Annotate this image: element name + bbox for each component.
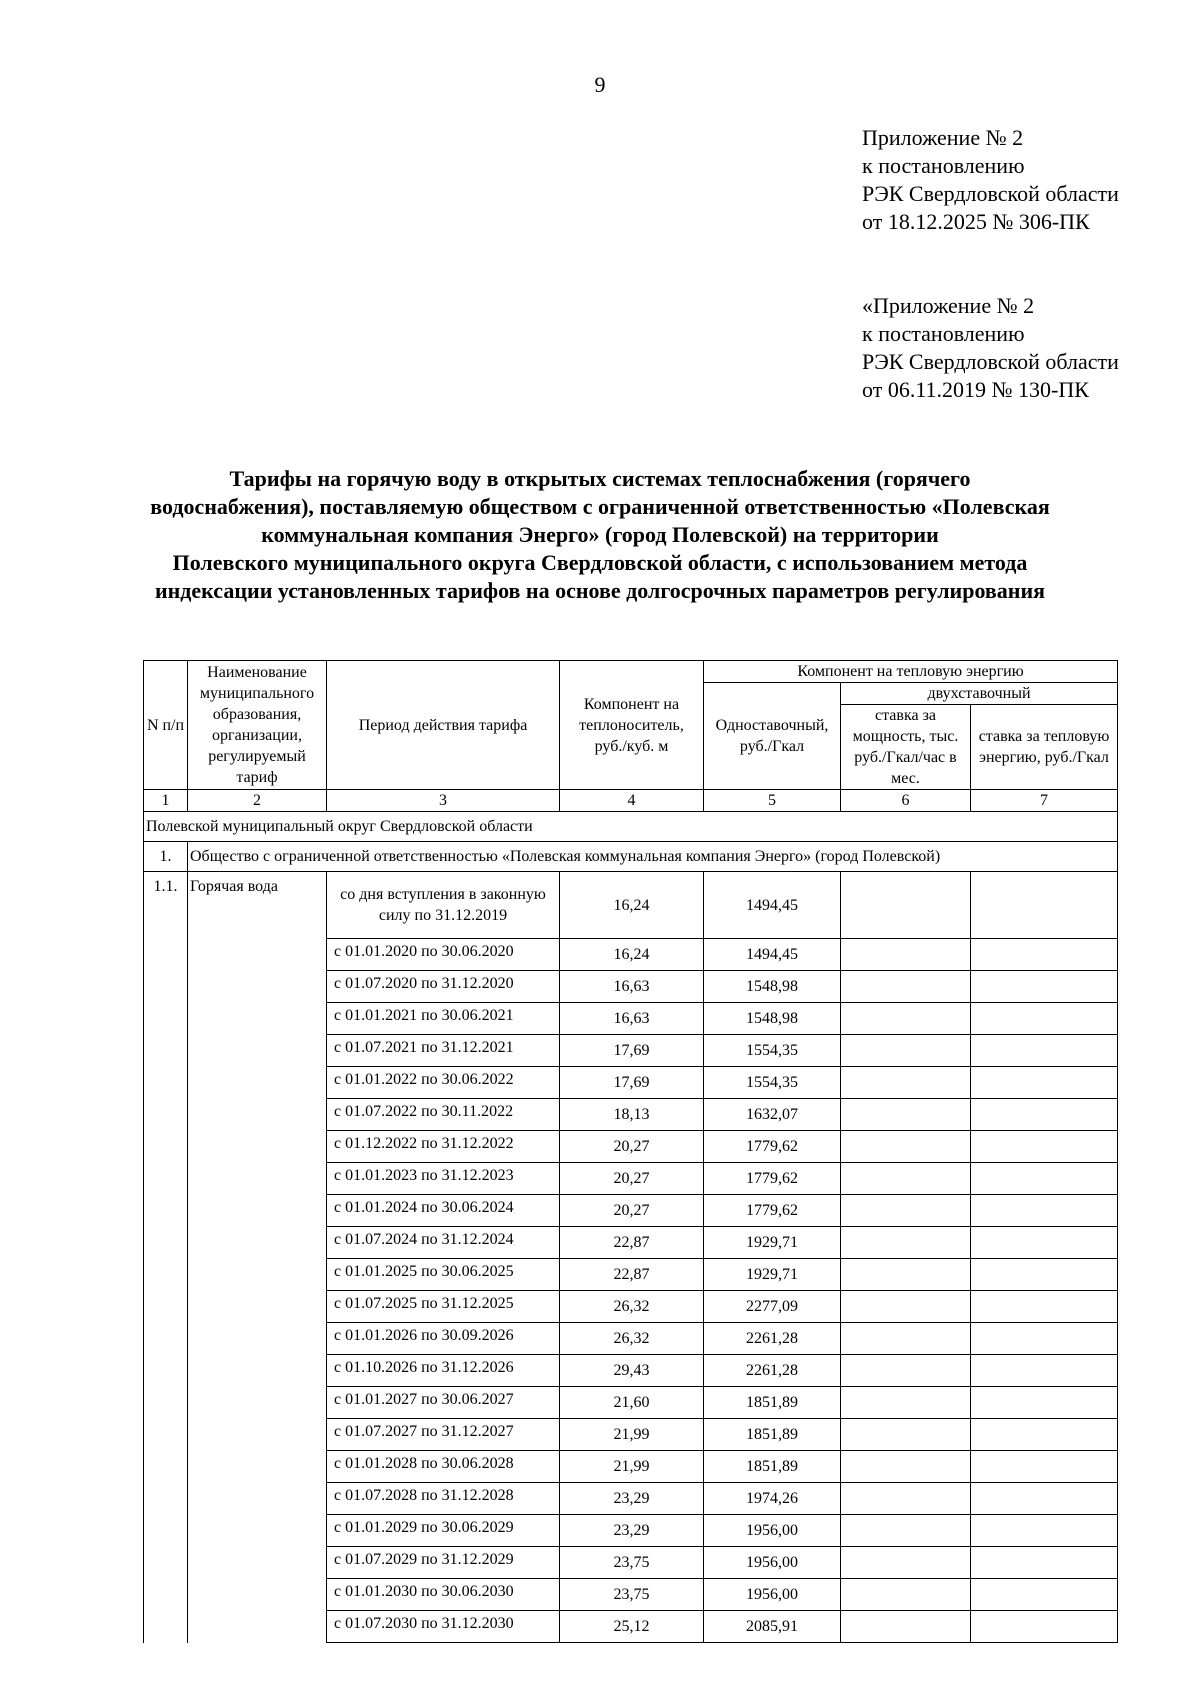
tariff-period: с 01.07.2021 по 31.12.2021 [327,1035,560,1067]
annex-current-line1: Приложение № 2 [862,125,1024,150]
tariff-period: с 01.07.2030 по 31.12.2030 [327,1611,560,1643]
carrier-component-value: 23,29 [560,1515,704,1547]
capacity-rate-value [841,971,971,1003]
header-single-rate: Одноставочный, руб./Гкал [704,683,841,790]
single-rate-value: 2085,91 [704,1611,841,1643]
tariff-period: с 01.01.2026 по 30.09.2026 [327,1323,560,1355]
energy-rate-value [971,1227,1118,1259]
column-number: 7 [971,790,1118,812]
energy-rate-value [971,1419,1118,1451]
single-rate-value: 1548,98 [704,1003,841,1035]
capacity-rate-value [841,1195,971,1227]
annex-current-line2: к постановлению [862,153,1025,178]
tariff-period: с 01.10.2026 по 31.12.2026 [327,1355,560,1387]
carrier-component-value: 23,75 [560,1547,704,1579]
tariff-period: с 01.01.2020 по 30.06.2020 [327,939,560,971]
capacity-rate-value [841,1099,971,1131]
capacity-rate-value [841,1323,971,1355]
tariff-period: с 01.12.2022 по 31.12.2022 [327,1131,560,1163]
single-rate-value: 1494,45 [704,872,841,939]
capacity-rate-value [841,1515,971,1547]
single-rate-value: 1974,26 [704,1483,841,1515]
organization-num: 1. [144,842,188,872]
tariff-table [143,660,1118,1643]
tariff-period: с 01.01.2025 по 30.06.2025 [327,1259,560,1291]
title-line2: водоснабжения), поставляемую обществом с ограниченной ответственностью «Полевская [150,494,1050,519]
single-rate-value: 2261,28 [704,1323,841,1355]
annex-original-line1: «Приложение № 2 [862,293,1035,318]
carrier-component-value: 17,69 [560,1067,704,1099]
tariff-period: с 01.07.2024 по 31.12.2024 [327,1227,560,1259]
carrier-component-value: 16,24 [560,872,704,939]
title-line3: коммунальная компания Энерго» (город Полевской) на территории [261,522,939,547]
item-name: Горячая вода [188,872,327,1643]
energy-rate-value [971,939,1118,971]
annex-original-line3: РЭК Свердловской области [862,349,1119,374]
carrier-component-value: 23,75 [560,1579,704,1611]
item-num: 1.1. [144,872,188,1643]
capacity-rate-value [841,1547,971,1579]
energy-rate-value [971,1099,1118,1131]
single-rate-value: 1956,00 [704,1515,841,1547]
energy-rate-value [971,1131,1118,1163]
capacity-rate-value [841,939,971,971]
single-rate-value: 1851,89 [704,1451,841,1483]
carrier-component-value: 16,24 [560,939,704,971]
carrier-component-value: 22,87 [560,1259,704,1291]
single-rate-value: 1632,07 [704,1099,841,1131]
tariff-period: с 01.07.2022 по 30.11.2022 [327,1099,560,1131]
single-rate-value: 2261,28 [704,1355,841,1387]
energy-rate-value [971,1003,1118,1035]
column-number: 2 [188,790,327,812]
tariff-period: с 01.01.2024 по 30.06.2024 [327,1195,560,1227]
single-rate-value: 1956,00 [704,1579,841,1611]
energy-rate-value [971,1515,1118,1547]
header-carrier: Компонент на теплоноситель, руб./куб. м [560,661,704,790]
column-number: 3 [327,790,560,812]
single-rate-value: 1779,62 [704,1195,841,1227]
capacity-rate-value [841,1003,971,1035]
carrier-component-value: 18,13 [560,1099,704,1131]
single-rate-value: 1548,98 [704,971,841,1003]
carrier-component-value: 20,27 [560,1163,704,1195]
carrier-component-value: 21,99 [560,1419,704,1451]
tariff-period: со дня вступления в законную силу по 31.12.2019 [327,872,560,939]
carrier-component-value: 25,12 [560,1611,704,1643]
energy-rate-value [971,1387,1118,1419]
energy-rate-value [971,1067,1118,1099]
single-rate-value: 1554,35 [704,1067,841,1099]
tariff-period: с 01.01.2028 по 30.06.2028 [327,1451,560,1483]
single-rate-value: 1554,35 [704,1035,841,1067]
capacity-rate-value [841,1419,971,1451]
title-line1: Тарифы на горячую воду в открытых системах теплоснабжения (горячего [229,466,971,491]
energy-rate-value [971,1355,1118,1387]
organization-name: Общество с ограниченной ответственностью «Полевская коммунальная компания Энерго» (город Полевской) [188,842,1118,872]
carrier-component-value: 26,32 [560,1291,704,1323]
carrier-component-value: 26,32 [560,1323,704,1355]
tariff-period: с 01.07.2029 по 31.12.2029 [327,1547,560,1579]
title-line5: индексации установленных тарифов на основе долгосрочных параметров регулирования [154,578,1046,603]
annex-original-reference [862,292,1119,404]
annex-current-reference [862,124,1119,236]
annex-original-line2: к постановлению [862,321,1025,346]
carrier-component-value: 23,29 [560,1483,704,1515]
header-period: Период действия тарифа [327,661,560,790]
energy-rate-value [971,1291,1118,1323]
single-rate-value: 1851,89 [704,1387,841,1419]
column-number: 1 [144,790,188,812]
header-name: Наименование муниципального образования, организации, регулируемый тариф [188,661,327,790]
capacity-rate-value [841,1163,971,1195]
header-energy-rate: ставка за тепловую энергию, руб./Гкал [971,705,1118,790]
capacity-rate-value [841,1259,971,1291]
single-rate-value: 1779,62 [704,1163,841,1195]
column-number-row [144,790,1118,812]
carrier-component-value: 20,27 [560,1131,704,1163]
annex-original-line4: от 06.11.2019 № 130-ПК [862,377,1089,402]
single-rate-value: 1494,45 [704,939,841,971]
carrier-component-value: 29,43 [560,1355,704,1387]
capacity-rate-value [841,872,971,939]
energy-rate-value [971,1259,1118,1291]
annex-current-line4: от 18.12.2025 № 306-ПК [862,209,1090,234]
energy-rate-value [971,1611,1118,1643]
header-thermal-group: Компонент на тепловую энергию [704,661,1118,683]
carrier-component-value: 17,69 [560,1035,704,1067]
tariff-period: с 01.01.2023 по 31.12.2023 [327,1163,560,1195]
header-two-rate-group: двухставочный [841,683,1118,705]
energy-rate-value [971,971,1118,1003]
energy-rate-value [971,1579,1118,1611]
carrier-component-value: 21,99 [560,1451,704,1483]
column-number: 4 [560,790,704,812]
tariff-period: с 01.01.2021 по 30.06.2021 [327,1003,560,1035]
tariff-row [144,872,1118,939]
header-num: N п/п [144,661,188,790]
carrier-component-value: 16,63 [560,1003,704,1035]
page-number: 9 [594,72,606,97]
capacity-rate-value [841,1227,971,1259]
capacity-rate-value [841,1067,971,1099]
capacity-rate-value [841,1483,971,1515]
energy-rate-value [971,872,1118,939]
single-rate-value: 1956,00 [704,1547,841,1579]
column-number: 5 [704,790,841,812]
energy-rate-value [971,1483,1118,1515]
tariff-period: с 01.07.2020 по 31.12.2020 [327,971,560,1003]
capacity-rate-value [841,1611,971,1643]
energy-rate-value [971,1035,1118,1067]
capacity-rate-value [841,1131,971,1163]
energy-rate-value [971,1195,1118,1227]
organization-row [144,842,1118,872]
document-title [120,465,1080,605]
single-rate-value: 1779,62 [704,1131,841,1163]
tariff-period: с 01.01.2029 по 30.06.2029 [327,1515,560,1547]
capacity-rate-value [841,1579,971,1611]
single-rate-value: 1851,89 [704,1419,841,1451]
capacity-rate-value [841,1291,971,1323]
capacity-rate-value [841,1387,971,1419]
energy-rate-value [971,1451,1118,1483]
single-rate-value: 1929,71 [704,1227,841,1259]
title-line4: Полевского муниципального округа Свердловской области, с использованием метода [172,550,1028,575]
tariff-period: с 01.07.2025 по 31.12.2025 [327,1291,560,1323]
energy-rate-value [971,1547,1118,1579]
capacity-rate-value [841,1035,971,1067]
capacity-rate-value [841,1451,971,1483]
tariff-period: с 01.01.2030 по 30.06.2030 [327,1579,560,1611]
header-capacity-rate: ставка за мощность, тыс. руб./Гкал/час в мес. [841,705,971,790]
capacity-rate-value [841,1355,971,1387]
annex-current-line3: РЭК Свердловской области [862,181,1119,206]
tariff-period: с 01.07.2027 по 31.12.2027 [327,1419,560,1451]
energy-rate-value [971,1323,1118,1355]
carrier-component-value: 21,60 [560,1387,704,1419]
carrier-component-value: 20,27 [560,1195,704,1227]
single-rate-value: 1929,71 [704,1259,841,1291]
tariff-period: с 01.01.2022 по 30.06.2022 [327,1067,560,1099]
tariff-period: с 01.07.2028 по 31.12.2028 [327,1483,560,1515]
single-rate-value: 2277,09 [704,1291,841,1323]
municipality-name: Полевской муниципальный округ Свердловской области [144,812,1118,842]
municipality-row [144,812,1118,842]
carrier-component-value: 22,87 [560,1227,704,1259]
column-number: 6 [841,790,971,812]
energy-rate-value [971,1163,1118,1195]
carrier-component-value: 16,63 [560,971,704,1003]
tariff-period: с 01.01.2027 по 30.06.2027 [327,1387,560,1419]
